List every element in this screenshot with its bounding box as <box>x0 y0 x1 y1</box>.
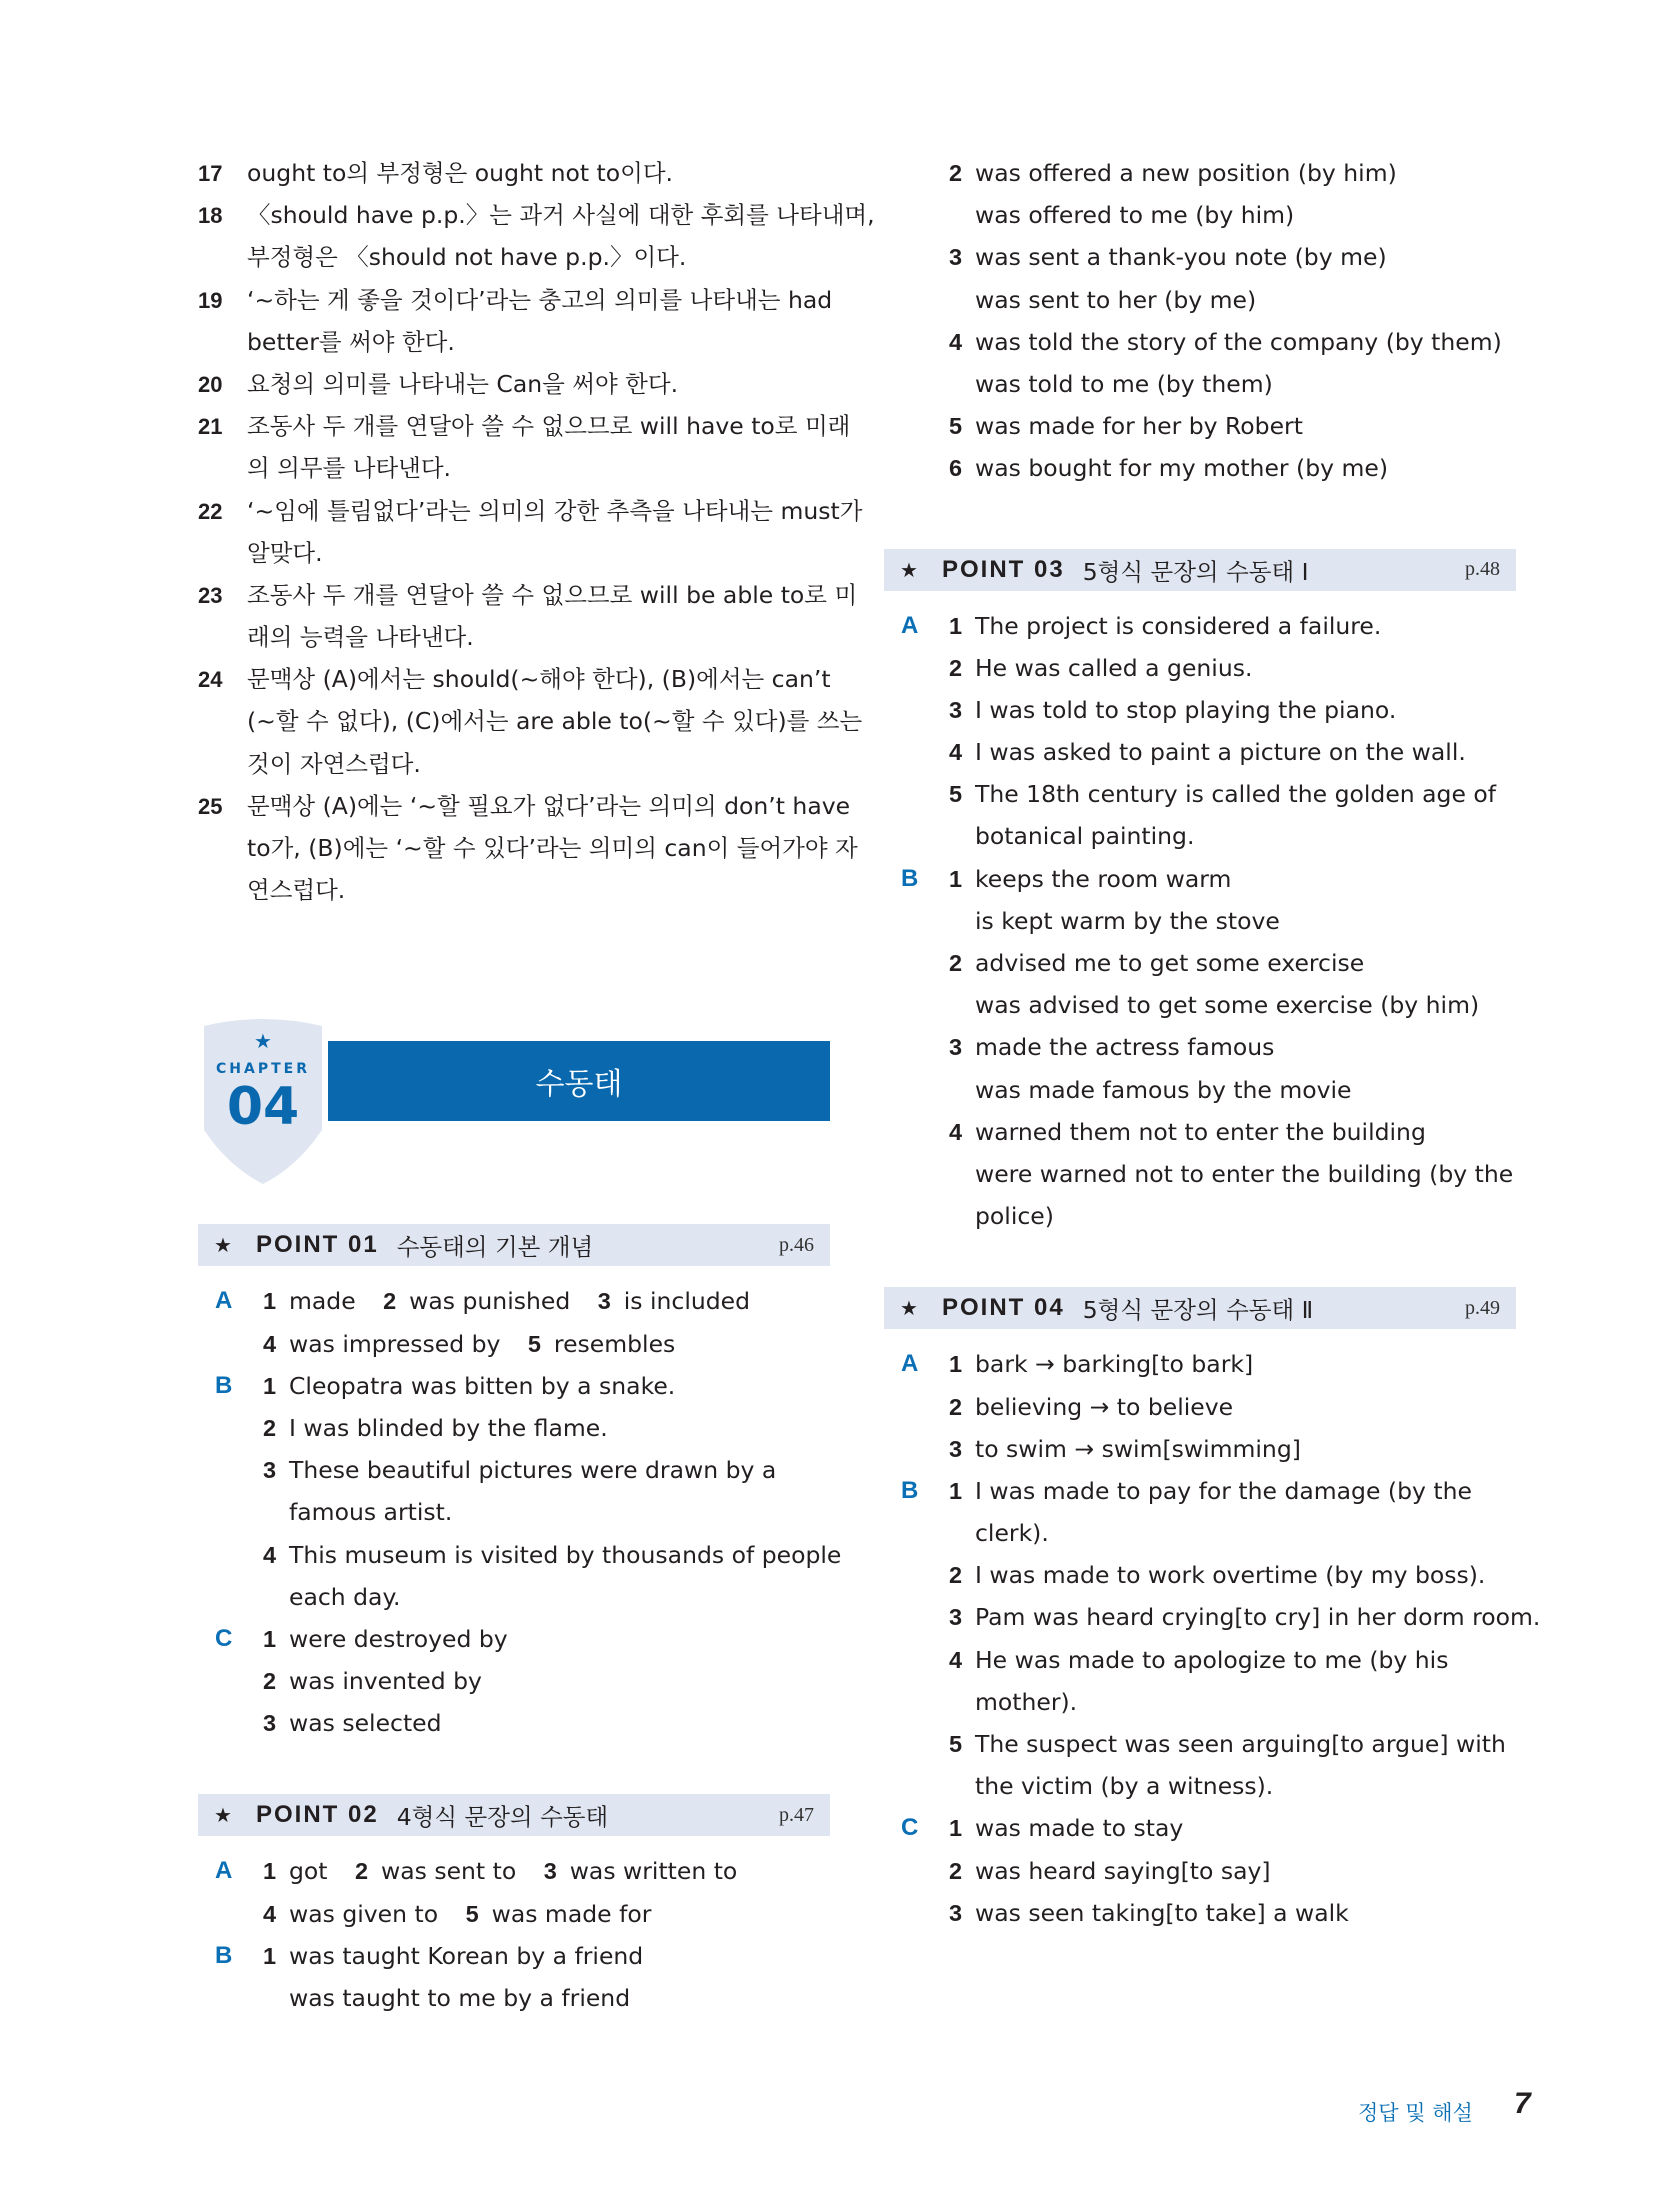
note-number: 24 <box>198 667 223 693</box>
chapter-label: CHAPTER <box>216 1061 310 1078</box>
answer-line <box>884 1850 1516 1892</box>
note-text: to가, (B)에는 ‘~할 수 있다’라는 의미의 can이 들어가야 자 <box>247 834 858 862</box>
answer-line <box>884 152 1516 194</box>
answer-line <box>884 731 1516 773</box>
answer-text: resembles <box>553 1329 676 1358</box>
answer-line <box>198 1618 830 1660</box>
section-letter-b: B <box>901 1476 919 1504</box>
item-number: 2 <box>263 1414 277 1441</box>
answer-text: advised me to get some exercise <box>975 949 1365 977</box>
answer-line <box>198 1407 830 1449</box>
point-label: POINT 04 <box>942 1294 1065 1322</box>
answer-text: was made to stay <box>975 1814 1184 1843</box>
answer-text: I was asked to paint a picture on the wall. <box>975 738 1466 767</box>
point-04-header <box>884 1287 1516 1329</box>
item-number: 2 <box>949 1857 963 1884</box>
answer-line <box>884 1195 1516 1237</box>
item-number: 2 <box>949 654 963 681</box>
note-number: 23 <box>198 582 223 608</box>
item-number: 5 <box>527 1330 541 1357</box>
point-page-ref: p.46 <box>779 1233 814 1256</box>
point-page-ref: p.48 <box>1465 558 1500 580</box>
note-text: (~할 수 없다), (C)에서는 are able to(~할 수 있다)를 쓰는 <box>247 707 863 736</box>
note-text: 〈should have p.p.〉는 과거 사실에 대한 후회를 나타내며, <box>247 201 875 230</box>
section-letter-b: B <box>901 864 919 892</box>
answer-line <box>198 1850 830 1892</box>
section-letter-a: A <box>215 1857 233 1885</box>
answer-text: was bought for my mother (by me) <box>975 454 1389 483</box>
answer-text: was sent a thank-you note (by me) <box>975 243 1387 272</box>
item-number: 1 <box>263 1372 277 1399</box>
answer-line <box>884 447 1516 489</box>
item-number: 1 <box>263 1942 277 1969</box>
answer-line <box>884 236 1516 278</box>
answer-line <box>884 1554 1516 1596</box>
point-page-ref: p.49 <box>1465 1296 1500 1319</box>
section-letter-c: C <box>215 1624 233 1652</box>
point-title: 4형식 문장의 수동태 <box>396 1803 609 1832</box>
note-text: 조동사 두 개를 연달아 쓸 수 없으므로 will be able to로 미 <box>247 580 858 609</box>
answer-text: was advised to get some exercise (by him) <box>975 991 1480 1020</box>
answer-text: is kept warm by the stove <box>975 906 1280 935</box>
answer-text: was made for her by Robert <box>975 412 1303 441</box>
note-text: ‘~임에 틀림없다’라는 의미의 강한 추측을 나타내는 must가 <box>247 496 863 525</box>
answer-line <box>884 858 1516 900</box>
answer-text: were destroyed by <box>289 1624 508 1653</box>
note-text: 의 의무를 나타낸다. <box>247 454 452 483</box>
note-text: 요청의 의미를 나타내는 Can을 써야 한다. <box>247 369 679 398</box>
answer-text: The project is considered a failure. <box>975 611 1382 640</box>
item-number: 4 <box>263 1900 277 1927</box>
answer-line <box>884 689 1516 731</box>
answer-line <box>198 1323 830 1365</box>
item-number: 3 <box>949 696 963 723</box>
item-number: 2 <box>355 1858 369 1885</box>
star-icon: ★ <box>900 557 918 582</box>
answer-text: Pam was heard crying[to cry] in her dorm room. <box>975 1603 1541 1632</box>
note-text: 부정형은 〈should not have p.p.〉이다. <box>247 243 687 272</box>
item-number: 2 <box>949 1562 963 1589</box>
note-text: 래의 능력을 나타낸다. <box>247 623 474 652</box>
answer-text: was told the story of the company (by them) <box>975 327 1502 356</box>
item-number: 1 <box>263 1858 277 1885</box>
item-number: 2 <box>949 950 963 976</box>
item-number: 1 <box>949 1815 963 1842</box>
point-title: 5형식 문장의 수동태 Ⅱ <box>1082 1296 1314 1325</box>
point-02-header <box>198 1794 830 1836</box>
point-label: POINT 03 <box>942 555 1065 583</box>
point-page-ref: p.47 <box>779 1803 814 1826</box>
answer-text: mother). <box>975 1687 1078 1716</box>
answer-text: to swim → swim[swimming] <box>975 1434 1301 1463</box>
chapter-number: 04 <box>226 1077 300 1138</box>
item-number: 3 <box>949 1034 963 1061</box>
page-number: 7 <box>1514 2087 1531 2120</box>
answer-text: was punished <box>409 1287 571 1316</box>
note-18 <box>198 194 875 278</box>
answer-line <box>884 1153 1516 1195</box>
note-number: 22 <box>198 498 223 524</box>
answer-line <box>884 773 1516 815</box>
answer-line <box>884 1892 1516 1934</box>
answer-text: police) <box>975 1202 1054 1231</box>
answer-text: I was told to stop playing the piano. <box>975 695 1397 724</box>
note-23 <box>198 574 858 658</box>
answer-text: These beautiful pictures were drawn by a <box>289 1456 777 1485</box>
answer-text: were warned not to enter the building (by the <box>975 1159 1514 1188</box>
item-number: 3 <box>263 1457 277 1484</box>
answer-text: was taught to me by a friend <box>289 1984 631 2012</box>
answer-text: keeps the room warm <box>975 864 1232 893</box>
answer-line <box>884 1639 1516 1681</box>
item-number: 2 <box>949 160 963 186</box>
item-number: 1 <box>949 1351 963 1378</box>
answer-text: made the actress famous <box>975 1033 1275 1062</box>
answer-line <box>884 1765 1516 1807</box>
answer-text: He was made to apologize to me (by his <box>975 1645 1449 1674</box>
answer-text: I was made to work overtime (by my boss). <box>975 1561 1486 1590</box>
answer-line <box>884 1428 1516 1470</box>
answer-line <box>198 1365 830 1407</box>
section-letter-a: A <box>215 1287 233 1315</box>
point-title: 5형식 문장의 수동태 Ⅰ <box>1082 557 1309 586</box>
answer-line <box>884 605 1516 647</box>
answer-text: The suspect was seen arguing[to argue] with <box>975 1730 1506 1758</box>
note-number: 20 <box>198 371 223 397</box>
section-letter-a: A <box>901 611 919 639</box>
star-icon: ★ <box>214 1233 232 1258</box>
note-text: 것이 자연스럽다. <box>247 749 421 778</box>
answer-line <box>884 1026 1516 1068</box>
answer-text: I was made to pay for the damage (by the <box>975 1476 1472 1505</box>
chapter-title: 수동태 <box>328 1041 830 1121</box>
answer-line <box>884 405 1516 447</box>
answer-line <box>884 363 1516 405</box>
answer-line <box>884 1069 1516 1111</box>
answer-text: got <box>289 1857 328 1886</box>
star-icon: ★ <box>214 1803 232 1828</box>
answer-line <box>198 1935 830 1977</box>
answer-text: was seen taking[to take] a walk <box>975 1898 1349 1927</box>
item-number: 3 <box>543 1858 557 1885</box>
item-number: 5 <box>949 413 963 440</box>
note-text: 조동사 두 개를 연달아 쓸 수 없으므로 will have to로 미래 <box>247 412 851 441</box>
item-number: 1 <box>949 612 963 639</box>
answer-line <box>884 1386 1516 1428</box>
right-column <box>884 152 1541 1934</box>
answer-text: clerk). <box>975 1519 1049 1548</box>
star-icon: ★ <box>900 1296 918 1321</box>
answer-text: was impressed by <box>289 1329 501 1358</box>
answer-text: was taught Korean by a friend <box>289 1941 644 1970</box>
answer-text: was offered a new position (by him) <box>975 159 1397 187</box>
item-number: 4 <box>949 739 963 766</box>
item-number: 4 <box>949 1118 963 1145</box>
note-20 <box>198 363 830 405</box>
item-number: 4 <box>263 1330 277 1357</box>
item-number: 2 <box>263 1668 277 1695</box>
item-number: 6 <box>949 455 963 482</box>
note-number: 18 <box>198 203 223 229</box>
item-number: 5 <box>949 781 963 808</box>
answer-line <box>884 984 1516 1026</box>
item-number: 2 <box>949 1393 963 1420</box>
point-label: POINT 02 <box>256 1801 379 1829</box>
answer-line <box>198 1449 830 1491</box>
note-number: 17 <box>198 161 223 186</box>
answer-text: warned them not to enter the building <box>975 1117 1426 1146</box>
answer-text: was offered to me (by him) <box>975 201 1295 230</box>
note-25 <box>198 785 858 912</box>
answer-line <box>884 1470 1516 1512</box>
answer-line <box>198 1893 830 1935</box>
note-text: 연스럽다. <box>247 876 346 905</box>
section-letter-b: B <box>215 1941 233 1969</box>
note-number: 19 <box>198 287 223 313</box>
answer-text: believing → to believe <box>975 1392 1234 1421</box>
answer-line <box>884 1111 1516 1153</box>
answer-line <box>198 1280 830 1322</box>
answer-text: I was blinded by the flame. <box>289 1413 608 1442</box>
answer-text: was selected <box>289 1709 442 1738</box>
left-column <box>198 152 875 2019</box>
note-text: ought to의 부정형은 ought not to이다. <box>247 159 673 187</box>
answer-line <box>198 1977 830 2019</box>
answer-text: was sent to her (by me) <box>975 285 1257 314</box>
answer-line <box>884 942 1516 984</box>
point-01-header <box>198 1224 830 1266</box>
item-number: 3 <box>597 1288 611 1315</box>
point-label: POINT 01 <box>256 1231 379 1259</box>
point-title: 수동태의 기본 개념 <box>396 1233 594 1262</box>
item-number: 1 <box>263 1288 277 1315</box>
chapter-shield-icon <box>198 1018 328 1186</box>
item-number: 5 <box>465 1900 479 1927</box>
answer-text: was heard saying[to say] <box>975 1856 1271 1885</box>
item-number: 1 <box>949 1477 963 1504</box>
answer-line <box>884 1596 1541 1638</box>
answer-line <box>884 1807 1516 1849</box>
chapter-banner <box>198 1018 830 1186</box>
answer-line <box>884 1343 1516 1385</box>
answer-line <box>198 1491 830 1533</box>
answer-text: The 18th century is called the golden age of <box>975 780 1497 809</box>
note-text: 문맥상 (A)에는 ‘~할 필요가 없다’라는 의미의 don’t have <box>247 791 851 820</box>
note-22 <box>198 490 863 574</box>
note-text: 문맥상 (A)에서는 should(~해야 한다), (B)에서는 can’t <box>247 665 831 694</box>
answer-text: was made for <box>491 1899 652 1928</box>
note-text: 알맞다. <box>247 538 323 567</box>
answer-line <box>884 1512 1516 1554</box>
answer-text: He was called a genius. <box>975 653 1253 682</box>
item-number: 3 <box>949 244 963 271</box>
answer-text: was told to me (by them) <box>975 369 1273 398</box>
section-letter-a: A <box>901 1350 919 1378</box>
note-17 <box>198 152 830 194</box>
item-number: 4 <box>949 1646 963 1673</box>
answer-text: was given to <box>289 1899 439 1928</box>
answer-line <box>884 321 1516 363</box>
note-number: 25 <box>198 793 223 819</box>
item-number: 5 <box>949 1731 963 1757</box>
answer-line <box>884 647 1516 689</box>
answer-line <box>884 194 1516 236</box>
item-number: 4 <box>263 1541 277 1568</box>
answer-text: was sent to <box>381 1857 517 1886</box>
footer-label: 정답 및 해설 <box>1358 2101 1473 2125</box>
point-03-header <box>884 549 1516 591</box>
item-number: 3 <box>263 1710 277 1737</box>
answer-line <box>198 1660 830 1702</box>
answer-text: was written to <box>569 1857 738 1886</box>
answer-line <box>198 1534 842 1576</box>
note-24 <box>198 658 863 785</box>
section-letter-c: C <box>901 1814 919 1842</box>
answer-text: was made famous by the movie <box>975 1075 1352 1104</box>
note-number: 21 <box>198 414 223 440</box>
answer-text: Cleopatra was bitten by a snake. <box>289 1371 676 1400</box>
item-number: 1 <box>263 1625 277 1652</box>
note-text: ‘~하는 게 좋을 것이다’라는 충고의 의미를 나타내는 had <box>247 285 833 314</box>
answer-text: botanical painting. <box>975 822 1195 851</box>
section-letter-b: B <box>215 1371 233 1399</box>
star-icon: ★ <box>254 1029 272 1054</box>
note-21 <box>198 405 851 489</box>
answer-line <box>884 815 1516 857</box>
item-number: 3 <box>949 1604 963 1631</box>
answer-text: famous artist. <box>289 1498 453 1527</box>
item-number: 1 <box>949 865 963 892</box>
answer-text: bark → barking[to bark] <box>975 1350 1254 1379</box>
answer-line <box>884 1723 1516 1765</box>
answer-line <box>884 1681 1516 1723</box>
answer-text: was invented by <box>289 1667 482 1696</box>
answer-text: each day. <box>289 1582 401 1611</box>
answer-text: the victim (by a witness). <box>975 1772 1274 1801</box>
item-number: 3 <box>949 1899 963 1926</box>
item-number: 3 <box>949 1435 963 1462</box>
answer-text: This museum is visited by thousands of people <box>289 1540 842 1569</box>
answer-text: is included <box>623 1287 751 1316</box>
item-number: 2 <box>383 1288 397 1315</box>
note-19 <box>198 279 833 363</box>
answer-text: made <box>289 1287 356 1316</box>
answer-line <box>198 1576 830 1618</box>
answer-line <box>884 279 1516 321</box>
answer-line <box>198 1702 830 1744</box>
note-text: better를 써야 한다. <box>247 327 455 356</box>
answer-line <box>884 900 1516 942</box>
item-number: 4 <box>949 328 963 355</box>
